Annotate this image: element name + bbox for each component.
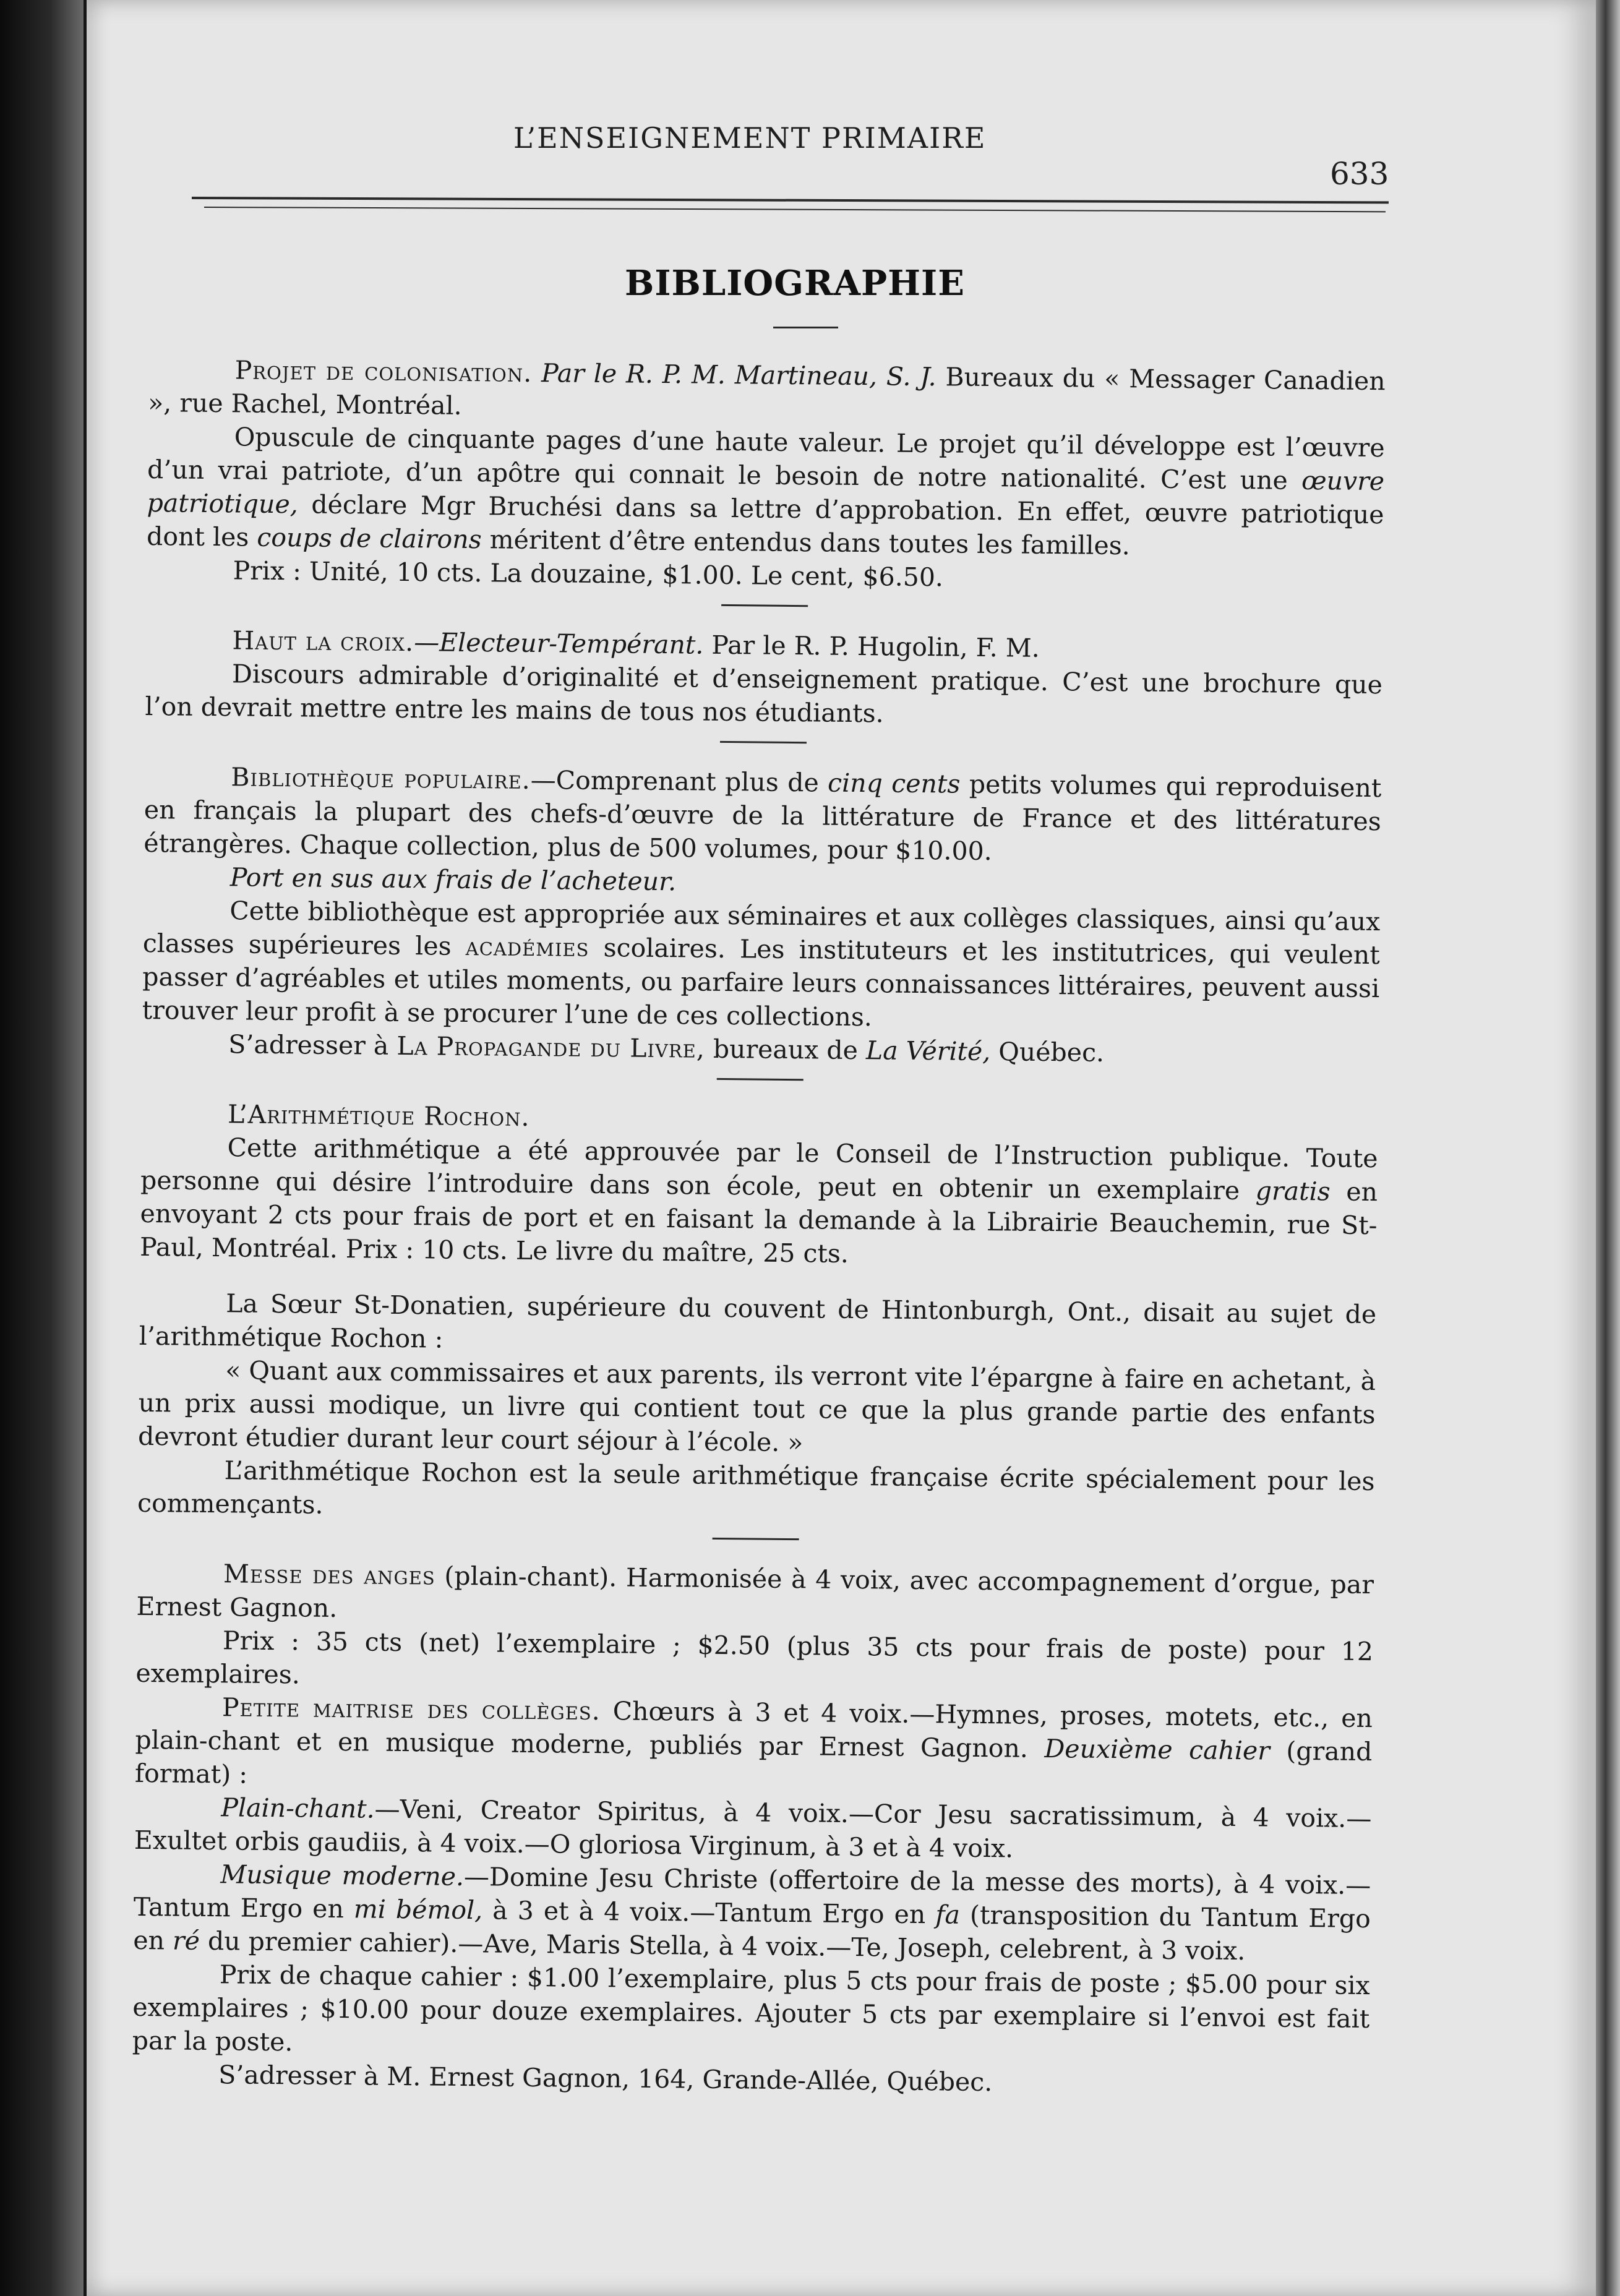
text-run-italic: œuvre patriotique, bbox=[147, 465, 1385, 520]
text-run-italic: fa bbox=[935, 1900, 961, 1930]
entry-paragraph bbox=[135, 1690, 1373, 1802]
entry-title: Projet de colonisation. bbox=[234, 355, 533, 388]
text-run: Cette arithmétique a été approuvée par le Conseil de l’Instruction publique. Toute personne qui désire l’introduire dans son école, peut en obtenir un exemplaire bbox=[140, 1133, 1378, 1206]
text-run: bureaux de bbox=[705, 1034, 867, 1066]
text-run: du premier cahier).—Ave, Maris Stella, à 4 voix.—Te, Joseph, celebrent, à 3 voix. bbox=[199, 1925, 1246, 1966]
text-run: —Veni, Creator Spiritus, à 4 voix.—Cor Jesu sacratissimum, à 4 voix.—Exultet orbis gaudiis, à 4 voix.—O gloriosa Virginum, à 3 et à 4 voix. bbox=[134, 1794, 1372, 1864]
entry-title: Haut la croix. bbox=[232, 625, 414, 658]
text-run: Cette bibliothèque est appropriée aux séminaires et aux collèges classiques, ainsi qu’aux classes supérieures les bbox=[142, 896, 1381, 961]
binding-shadow bbox=[0, 0, 84, 2296]
separator-rule bbox=[717, 1078, 804, 1081]
text-run-italic: cinq cents bbox=[827, 768, 961, 799]
entry-price: Prix de chaque cahier : $1.00 l’exemplaire, plus 5 cts pour frais de poste ; $5.00 pour six exemplaires ; $10.00 pour douze exemplaires. Ajouter 5 cts par exemplaire si l’envoi est fait par la poste. bbox=[132, 1960, 1370, 2057]
text-run: (plain-chant). Harmonisée à 4 voix, avec accompagnement d’orgue, par Ernest Gagnon. bbox=[136, 1561, 1374, 1624]
separator-rule bbox=[713, 1538, 799, 1540]
text-run-italic: gratis bbox=[1255, 1176, 1331, 1207]
entry-bibliotheque bbox=[142, 760, 1382, 1072]
text-run-italic: ré bbox=[172, 1925, 200, 1956]
entry-quote: « Quant aux commissaires et aux parents, ils verront vite l’épargne à faire en achetant, à un prix aussi modique, un livre qui contient tout ce que la plus grande partie des enfants devront étudier durant leur court séjour à l’école. » bbox=[137, 1355, 1376, 1458]
entry-price: Prix : 35 cts (net) l’exemplaire ; $2.50 (plus 35 cts pour frais de poste) pour 12 exemplaires. bbox=[135, 1626, 1374, 1690]
text-run: (grand format) : bbox=[134, 1736, 1373, 1789]
entry-paragraph: Port en sus aux frais de l’acheteur. bbox=[229, 862, 677, 897]
entry-paragraph bbox=[147, 419, 1385, 565]
page-number: 633 bbox=[1330, 156, 1389, 192]
separator-rule bbox=[721, 604, 808, 607]
entry-subtitle: Petite maitrise des collèges. bbox=[221, 1692, 601, 1726]
text-run: déclare Mgr Bruchési dans sa lettre d’approbation. En effet, œuvre patriotique dont les bbox=[146, 489, 1384, 552]
text-run-italic: La Vérité, bbox=[865, 1035, 991, 1067]
page-edge bbox=[1596, 0, 1620, 2296]
text-run-italic: mi bémol, bbox=[353, 1894, 483, 1925]
entry-author: Par le R. P. M. Martineau, S. J. bbox=[541, 358, 936, 392]
separator-rule bbox=[720, 741, 807, 743]
text-run: en envoyant 2 cts pour frais de port et en faisant la demande à la Librairie Beauchemin, rue St-Paul, Montréal. Prix : 10 cts. Le livre du maître, 25 cts. bbox=[139, 1176, 1378, 1269]
entry-paragraph bbox=[142, 893, 1381, 1039]
title-underline bbox=[773, 327, 838, 328]
article-body bbox=[132, 353, 1386, 2114]
text-run: à 3 et à 4 voix.—Tantum Ergo en bbox=[482, 1895, 936, 1930]
entry-colonisation bbox=[146, 353, 1386, 598]
running-title: L’ENSEIGNEMENT PRIMAIRE bbox=[513, 121, 987, 155]
text-run: scolaires. Les instituteurs et les institutrices, qui veulent passer d’agréables et utiles moments, ou parfaire leurs connaissances littéraires, peuvent aussi trouver leur profit à se procurer l’une de ces collections. bbox=[142, 932, 1380, 1032]
text-run: S’adresser à bbox=[228, 1029, 397, 1061]
entry-paragraph bbox=[144, 760, 1381, 872]
text-run: Opuscule de cinquante pages d’une haute valeur. Le projet qu’il développe est l’œuvre d’un vrai patriote, d’un apôtre qui connait le besoin de notre nationalité. C’est une bbox=[147, 422, 1385, 495]
entry-title: L’Arithmétique Rochon. bbox=[227, 1099, 530, 1132]
entry-paragraph: L’arithmétique Rochon est la seule arithmétique française écrite spécialement pour les commençants. bbox=[137, 1455, 1375, 1520]
text-run: Chœurs à 3 et 4 voix.—Hymnes, proses, motets, etc., en plain-chant et en musique moderne, publiés par Ernest Gagnon. bbox=[135, 1696, 1373, 1764]
entry-title: Messe des anges bbox=[223, 1559, 435, 1591]
text-run: Québec. bbox=[990, 1037, 1105, 1068]
text-run-smallcaps: La Propagande du Livre, bbox=[396, 1030, 706, 1064]
text-run: petits volumes qui reproduisent en français la plupart des chefs-d’œuvre de la littérature de France et des littératures étrangères. Chaque collection, plus de 500 volumes, pour $10.00. bbox=[144, 769, 1382, 867]
text-run-italic: Plain-chant. bbox=[221, 1793, 375, 1824]
text-run: —Domine Jesu Christe (offertoire de la messe des morts), à 4 voix.—Tantum Ergo en bbox=[133, 1862, 1371, 1924]
entry-paragraph bbox=[134, 1790, 1372, 1869]
text-run-smallcaps: académies bbox=[465, 931, 589, 962]
text-run-italic: Deuxième cahier bbox=[1044, 1734, 1271, 1766]
text-run-italic: coups de clairons bbox=[257, 522, 482, 555]
entry-title: Bibliothèque populaire. bbox=[231, 762, 531, 795]
text-run: méritent d’être entendus dans toutes les familles. bbox=[481, 525, 1131, 561]
entry-paragraph bbox=[133, 1857, 1371, 1969]
entry-price: Prix : Unité, 10 cts. La douzaine, $1.00. Le cent, $6.50. bbox=[233, 555, 944, 593]
entry-subtitle: —Electeur-Tempérant. bbox=[413, 627, 704, 660]
entry-paragraph: Discours admirable d’originalité et d’enseignement pratique. C’est une brochure que l’on devrait mettre entre les mains de tous nos étudiants. bbox=[145, 659, 1383, 729]
entry-address: S’adresser à M. Ernest Gagnon, 164, Grande-Allée, Québec. bbox=[218, 2060, 993, 2097]
entry-paragraph: La Sœur St-Donatien, supérieure du couvent de Hintonburgh, Ont., disait au sujet de l’arithmétique Rochon : bbox=[139, 1288, 1377, 1354]
text-run-italic: Musique moderne. bbox=[220, 1859, 465, 1892]
entry-messe-des-anges bbox=[132, 1556, 1374, 2102]
entry-haut-la-croix bbox=[145, 623, 1382, 735]
entry-paragraph bbox=[140, 1130, 1378, 1275]
entry-paragraph bbox=[136, 1556, 1374, 1635]
entry-paragraph bbox=[148, 353, 1386, 431]
entry-arithmetique bbox=[137, 1097, 1378, 1531]
entry-author: Par le R. P. Hugolin, F. M. bbox=[703, 630, 1040, 663]
text-run: —Comprenant plus de bbox=[530, 765, 828, 798]
entry-publisher: Bureaux du « Messager Canadien », rue Rachel, Montréal. bbox=[147, 362, 1386, 421]
section-title: BIBLIOGRAPHIE bbox=[625, 263, 965, 304]
text-run: (transposition du Tantum Ergo en bbox=[133, 1900, 1371, 1956]
